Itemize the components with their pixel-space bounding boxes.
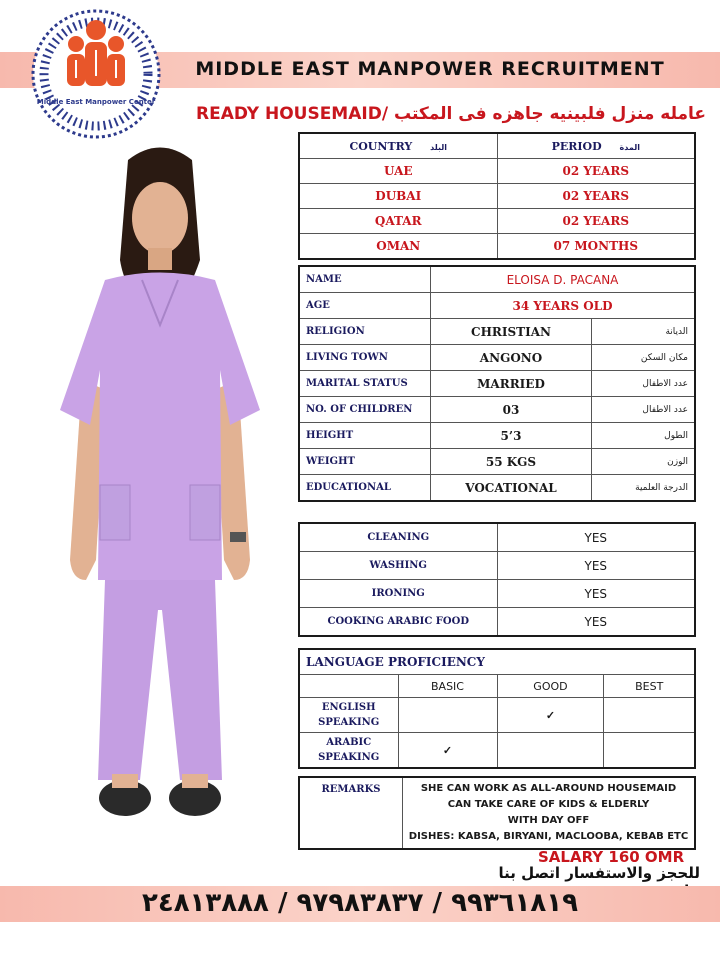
profile-row [299, 319, 695, 345]
field-value: MARRIED [431, 371, 592, 397]
remarks-line: SHE CAN WORK AS ALL-AROUND HOUSEMAID [420, 783, 677, 794]
arabic-best-cell [604, 733, 695, 769]
remarks-line: CAN TAKE CARE OF KIDS & ELDERLY [447, 799, 650, 810]
language-label: ARABIC SPEAKING [299, 733, 398, 769]
skill-value: YES [497, 580, 695, 608]
experience-row [299, 209, 695, 234]
field-label: NO. OF CHILDREN [299, 397, 431, 423]
profile-row [299, 449, 695, 475]
profile-row [299, 371, 695, 397]
language-table [298, 648, 696, 769]
field-value: ANGONO [431, 345, 592, 371]
skill-row [299, 608, 695, 637]
candidate-photo [50, 140, 270, 850]
name-label: NAME [299, 266, 431, 293]
field-label: RELIGION [299, 319, 431, 345]
age-value: 34 YEARS OLD [431, 293, 696, 319]
experience-row [299, 159, 695, 184]
remarks-line: DISHES: KABSA, BIRYANI, MACLOOBA, KEBAB ETC [408, 831, 689, 842]
country-cell: DUBAI [299, 184, 497, 209]
phone-numbers: ٩٩٣٦١٨١٩ / ٩٧٩٨٣٨٣٧ / ٢٤٨١٣٨٨٨ [141, 888, 579, 918]
page-title: MIDDLE EAST MANPOWER RECRUITMENT [195, 58, 665, 80]
language-levels-row [299, 675, 695, 698]
company-logo [30, 8, 162, 140]
period-header: PERIOD المدة [497, 133, 695, 159]
field-value: VOCATIONAL [431, 475, 592, 502]
english-best-cell [604, 698, 695, 733]
experience-table [298, 132, 696, 260]
skill-value: YES [497, 608, 695, 637]
skill-label: COOKING ARABIC FOOD [299, 608, 497, 637]
skill-label: IRONING [299, 580, 497, 608]
level-basic: BASIC [398, 675, 497, 698]
skill-label: WASHING [299, 552, 497, 580]
language-label: ENGLISH SPEAKING [299, 698, 398, 733]
period-cell: 02 YEARS [497, 184, 695, 209]
field-label: EDUCATIONAL [299, 475, 431, 502]
field-label: HEIGHT [299, 423, 431, 449]
check-icon: ✓ [497, 698, 604, 733]
country-cell: UAE [299, 159, 497, 184]
country-cell: OMAN [299, 234, 497, 260]
experience-row [299, 234, 695, 260]
field-label-ar: عدد الاطفال [592, 397, 696, 423]
skill-label: CLEANING [299, 523, 497, 552]
country-cell: QATAR [299, 209, 497, 234]
language-title: LANGUAGE PROFICIENCY [299, 649, 695, 675]
field-value: CHRISTIAN [431, 319, 592, 345]
field-value: 5’3 [431, 423, 592, 449]
check-icon: ✓ [398, 733, 497, 769]
language-row [299, 733, 695, 769]
field-label: WEIGHT [299, 449, 431, 475]
skill-row [299, 523, 695, 552]
svg-text:Middle East Manpower Center: Middle East Manpower Center [36, 98, 156, 106]
profile-row [299, 475, 695, 502]
period-cell: 07 MONTHS [497, 234, 695, 260]
skill-row [299, 552, 695, 580]
arabic-good-cell [497, 733, 604, 769]
language-row [299, 698, 695, 733]
remarks-row [299, 777, 695, 849]
profile-table [298, 265, 696, 502]
level-good: GOOD [497, 675, 604, 698]
skill-value: YES [497, 523, 695, 552]
experience-row [299, 184, 695, 209]
language-title-row [299, 649, 695, 675]
salary: SALARY 160 OMR [538, 848, 685, 866]
profile-row [299, 423, 695, 449]
skill-value: YES [497, 552, 695, 580]
field-label: MARITAL STATUS [299, 371, 431, 397]
profile-row [299, 345, 695, 371]
field-label-ar: مكان السكن [592, 345, 696, 371]
period-cell: 02 YEARS [497, 159, 695, 184]
field-label-ar: الوزن [592, 449, 696, 475]
name-value: ELOISA D. PACANA [431, 266, 696, 293]
english-basic-cell [398, 698, 497, 733]
subtitle: READY HOUSEMAID/ عامله منزل فلبينيه جاهزه فى المكتب [196, 104, 707, 124]
booking-text: للحجز والاستفسار اتصل بنا [498, 864, 700, 882]
field-value: 03 [431, 397, 592, 423]
profile-row-name [299, 266, 695, 293]
field-label-ar: الطول [592, 423, 696, 449]
country-header: COUNTRY البلد [299, 133, 497, 159]
remarks-label: REMARKS [299, 777, 403, 849]
profile-row-age [299, 293, 695, 319]
field-value: 55 KGS [431, 449, 592, 475]
field-label-ar: عدد الاطفال [592, 371, 696, 397]
field-label-ar: الدرجة العلمية [592, 475, 696, 502]
empty-cell [299, 675, 398, 698]
remarks-text [403, 777, 696, 849]
remarks-line: WITH DAY OFF [507, 815, 590, 826]
period-cell: 02 YEARS [497, 209, 695, 234]
skill-row [299, 580, 695, 608]
profile-row [299, 397, 695, 423]
skills-table [298, 522, 696, 637]
age-label: AGE [299, 293, 431, 319]
remarks-table [298, 776, 696, 850]
field-label: LIVING TOWN [299, 345, 431, 371]
level-best: BEST [604, 675, 695, 698]
field-label-ar: الديانة [592, 319, 696, 345]
